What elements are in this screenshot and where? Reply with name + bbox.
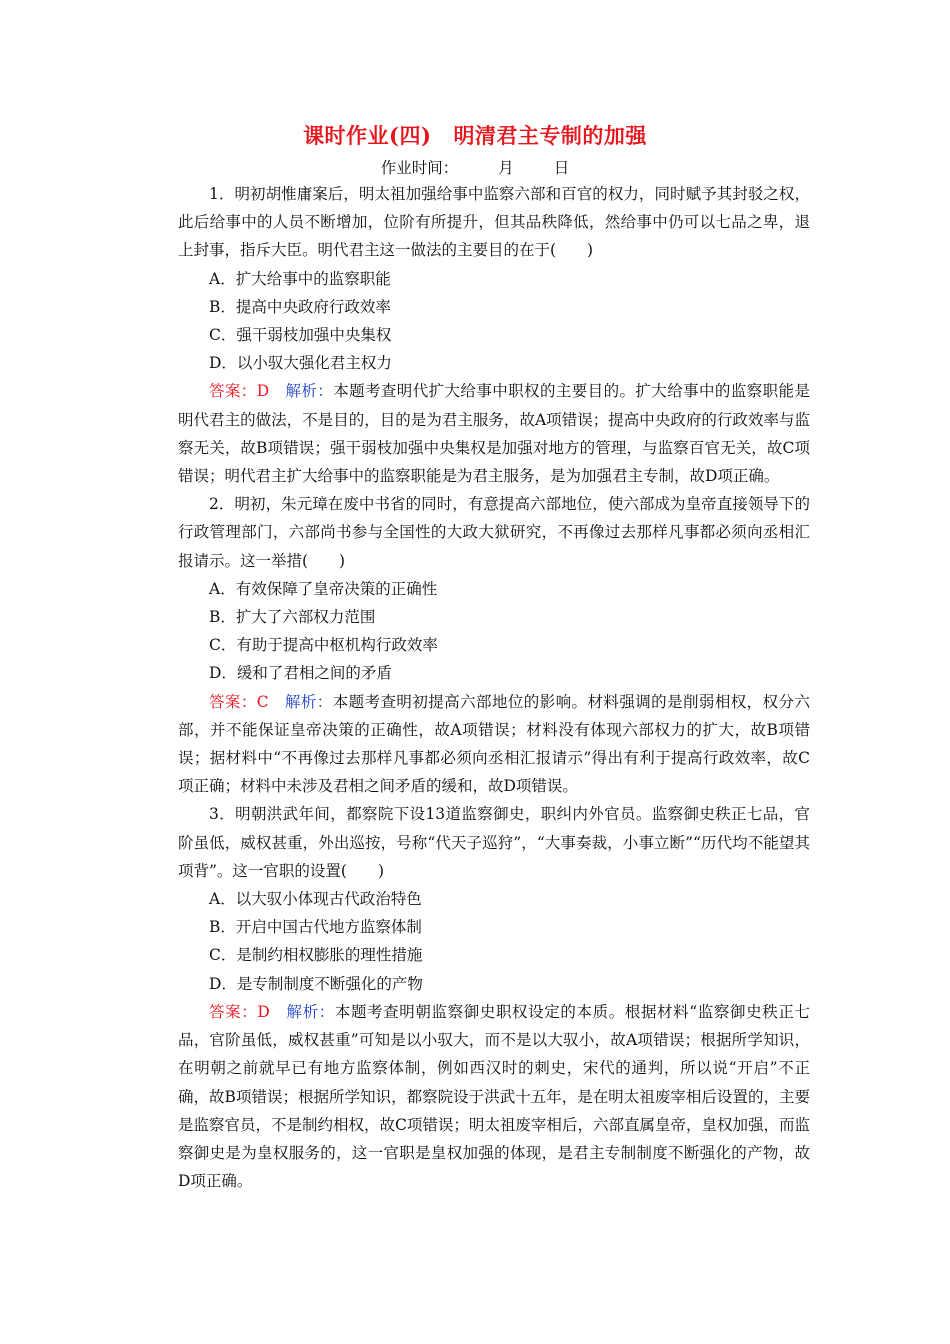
title-sub: 明清君主专制的加强 <box>453 123 647 148</box>
work-time-label: 作业时间： <box>380 159 459 177</box>
option-d: D．是专制制度不断强化的产物 <box>209 974 423 993</box>
option-a: A．以大驭小体现古代政治特色 <box>209 890 422 909</box>
explanation-text: 本题考查明朝监察御史职权设定的本质。根据材料“监察御史秩正七品，官阶虽低，威权甚重”可知是以小驭大，而不是以大驭小，故A项错误；根据所学知识，在明朝之前就早已有地方监察体制，例如西汉时的刺史，宋代的通判，所以说“开启”不正确，故B项错误；根据所学知识，都察院设于洪武十五年，是在明太祖废宰相后设置的，主要是监察官员，不是制约相权，故C项错误；明太祖废宰相后，六部直属皇帝，皇权加强，而监察御史是为皇权服务的，这一官职是皇权加强的体现，是君主专制制度不断强化的产物，故D项正确。 <box>178 1002 810 1191</box>
option-b: B．扩大了六部权力范围 <box>209 608 376 627</box>
explanation-label: 解析： <box>284 692 333 711</box>
question-stem: 3．明朝洪武年间，都察院下设13道监察御史，职纠内外官员。监察御史秩正七品，官阶虽低，威权甚重，外出巡按，号称“代天子巡狩”，“大事奏裁，小事立断”“历代均不能望其项背”。这一官职的设置( ) <box>178 805 810 880</box>
option-c: C．是制约相权膨胀的理性措施 <box>209 946 423 965</box>
explanation-text: 本题考查明代扩大给事中职权的主要目的。扩大给事中的监察职能是明代君主的做法，不是目的，目的是为君主服务，故A项错误；提高中央政府的行政效率与监察无关，故B项错误；强干弱枝加强中央集权是加强对地方的管理，与监察百官无关，故C项错误；明代君主扩大给事中的监察职能是为君主服务，是为加强君主专制，故D项正确。 <box>178 382 810 486</box>
work-time-day: 日 <box>553 159 570 177</box>
explanation-label: 解析： <box>286 1002 335 1021</box>
option-a: A．扩大给事中的监察职能 <box>209 269 391 288</box>
question-stem: 1．明初胡惟庸案后，明太祖加强给事中监察六部和百官的权力，同时赋予其封驳之权，此后给事中的人员不断增加，位阶有所提升，但其品秩降低，然给事中仍可以七品之卑，退上封事，指斥大臣。明代君主这一做法的主要目的在于( ) <box>178 185 810 260</box>
answer-explanation <box>178 688 810 801</box>
option-c: C．有助于提高中枢机构行政效率 <box>209 636 438 655</box>
option-b: B．提高中央政府行政效率 <box>209 297 391 316</box>
question-3 <box>178 800 810 1195</box>
option-a: A．有效保障了皇帝决策的正确性 <box>209 579 438 598</box>
explanation-text: 本题考查明初提高六部地位的影响。材料强调的是削弱相权，权分六部，并不能保证皇帝决策的正确性，故A项错误；材料没有体现六部权力的扩大，故B项错误；据材料中“不再像过去那样凡事都必须向丞相汇报请示”得出有利于提高行政效率，故C项正确；材料中未涉及君相之间矛盾的缓和，故D项错误。 <box>178 692 810 796</box>
option-b: B．开启中国古代地方监察体制 <box>209 918 422 937</box>
option-d: D．以小驭大强化君主权力 <box>209 354 392 373</box>
work-time-month: 月 <box>498 159 514 177</box>
option-c: C．强干弱枝加强中央集权 <box>209 326 392 345</box>
option-d: D．缓和了君相之间的矛盾 <box>209 664 392 683</box>
answer-label: 答案：D <box>209 1002 270 1021</box>
answer-explanation <box>178 998 810 1195</box>
question-1 <box>178 180 810 490</box>
answer-explanation <box>178 377 810 490</box>
page-title <box>0 120 950 150</box>
explanation-label: 解析： <box>285 382 334 401</box>
title-main: 课时作业(四) <box>303 123 432 148</box>
question-stem: 2．明初，朱元璋在废中书省的同时，有意提高六部地位，使六部成为皇帝直接领导下的行政管理部门，六部尚书参与全国性的大政大狱研究，不再像过去那样凡事都必须向丞相汇报请示。这一举措( ) <box>178 495 810 570</box>
question-2 <box>178 490 810 800</box>
answer-label: 答案：C <box>209 692 269 711</box>
question-list <box>178 180 810 1195</box>
answer-label: 答案：D <box>209 382 270 401</box>
work-time-line <box>0 156 950 178</box>
